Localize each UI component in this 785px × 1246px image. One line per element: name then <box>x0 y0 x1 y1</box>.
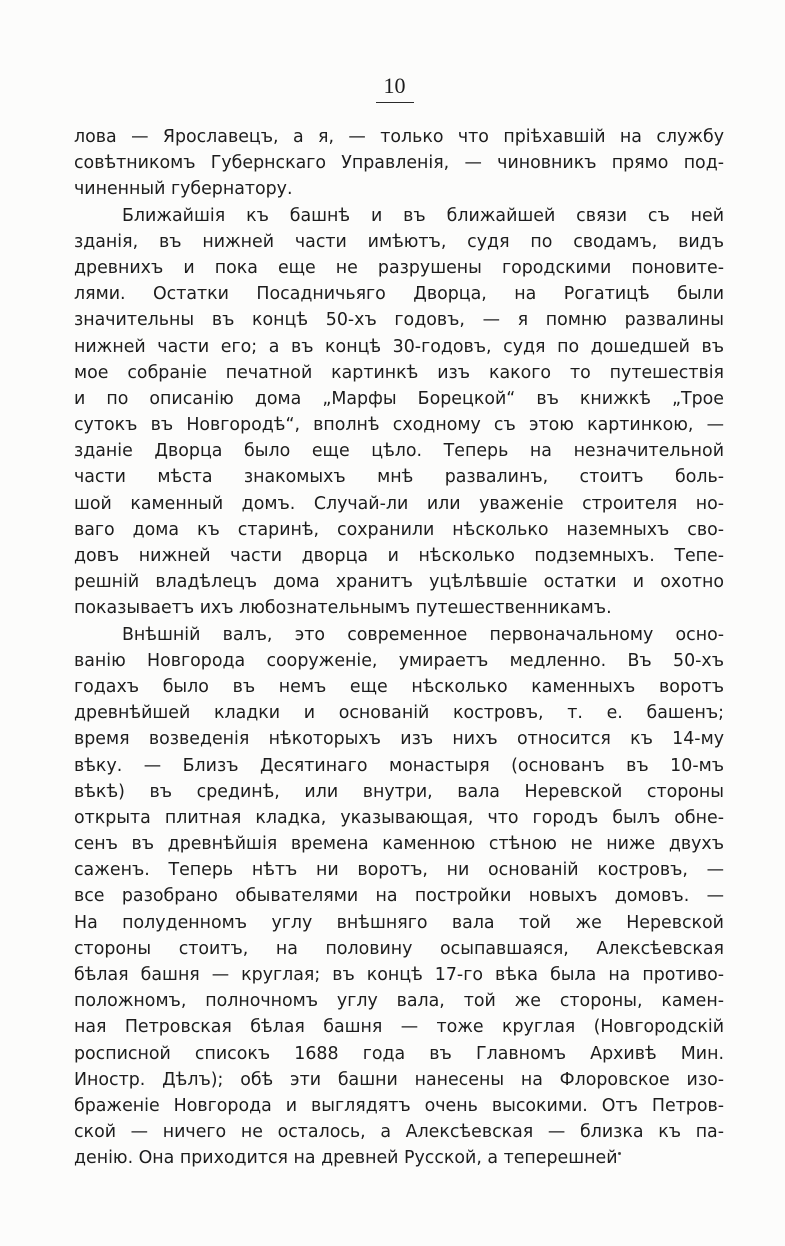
text-line: ванію Новгорода сооруженіе, умираетъ медленно. Въ 50-хъ <box>74 650 724 671</box>
text-line: мое собраніе печатной картинкѣ изъ какого то путешествія <box>74 362 724 383</box>
text-line: Иностр. Дѣлъ); обѣ эти башни нанесены на Флоровское изо- <box>74 1069 724 1090</box>
text-line: ваго дома къ старинѣ, сохранили нѣсколько наземныхъ сво- <box>74 519 724 540</box>
text-line: браженіе Новгорода и выглядятъ очень высокими. Отъ Петров- <box>74 1095 724 1116</box>
text-line: саженъ. Теперь нѣтъ ни воротъ, ни основаній костровъ, — <box>74 860 724 881</box>
text-line: все разобрано обывателями на постройки новыхъ домовъ. — <box>74 886 724 907</box>
text-line: зданія, въ нижней части имѣютъ, судя по сводамъ, видъ <box>74 231 724 252</box>
text-line: шой каменный домъ. Случай-ли или уваженіе строителя но- <box>74 493 724 514</box>
text-line: показываетъ ихъ любознательнымъ путешественникамъ. <box>74 598 612 619</box>
text-line: открыта плитная кладка, указывающая, что городъ былъ обне- <box>74 807 724 828</box>
text-line: Внѣшній валъ, это современное первоначальному осно- <box>122 624 724 645</box>
text-line: совѣтникомъ Губернскаго Управленія, — чиновникъ прямо под- <box>74 153 724 174</box>
text-line: чиненный губернатору. <box>74 179 293 200</box>
text-line: годахъ было въ немъ еще нѣсколько каменныхъ воротъ <box>74 676 724 697</box>
text-line: и по описанію дома „Марфы Борецкой“ въ книжкѣ „Трое <box>74 388 724 409</box>
text-line: вѣку. — Близъ Десятинаго монастыря (основанъ въ 10-мъ <box>74 755 724 776</box>
text-line: время возведенія нѣкоторыхъ изъ нихъ относится къ 14-му <box>74 729 724 750</box>
text-line: значительны въ концѣ 50-хъ годовъ, — я помню развалины <box>74 310 724 331</box>
text-line: денію. Она приходится на древней Русской, а теперешней <box>74 1148 618 1169</box>
text-line: Ближайшія къ башнѣ и въ ближайшей связи съ ней <box>122 205 724 226</box>
text-line: довъ нижней части дворца и нѣсколько подземныхъ. Тепе- <box>74 546 724 566</box>
text-line: зданіе Дворца было еще цѣло. Теперь на незначительной <box>74 441 724 462</box>
text-line: росписной списокъ 1688 года въ Главномъ Архивѣ Мин. <box>74 1043 724 1064</box>
text-line: бѣлая башня — круглая; въ концѣ 17-го вѣка была на противо- <box>74 965 724 985</box>
text-line: ная Петровская бѣлая башня — тоже круглая (Новгородскій <box>74 1017 724 1038</box>
text-line: сенъ въ древнѣйшія времена каменною стѣною не ниже двухъ <box>74 834 724 855</box>
text-line: древнихъ и пока еще не разрушены городскими поновите- <box>74 257 724 278</box>
text-line: ской — ничего не осталось, а Алексѣевская — близка къ па- <box>74 1122 724 1143</box>
text-line: положномъ, полночномъ углу вала, той же стороны, камен- <box>74 991 724 1012</box>
print-speck <box>618 1152 621 1155</box>
text-line: сутокъ въ Новгородѣ“, вполнѣ сходному съ этою картинкою, — <box>74 415 724 436</box>
page-header <box>0 72 785 103</box>
text-line: лями. Остатки Посадничьяго Дворца, на Рогатицѣ были <box>74 284 724 305</box>
page-number: 10 <box>376 72 414 103</box>
text-line: стороны стоитъ, на половину осыпавшаяся, Алексѣевская <box>74 938 724 959</box>
text-line: вѣкѣ) въ срединѣ, или внутри, вала Неревской стороны <box>74 781 724 802</box>
text-line: нижней части его; а въ концѣ 30-годовъ, судя по дошедшей въ <box>74 336 724 357</box>
body-text <box>74 124 724 1172</box>
text-line: На полуденномъ углу внѣшняго вала той же Неревской <box>74 912 724 933</box>
text-line: решній владѣлецъ дома хранитъ уцѣлѣвшіе остатки и охотно <box>74 572 724 593</box>
text-line: лова — Ярославецъ, а я, — только что пріѣхавшій на службу <box>74 127 724 147</box>
text-line: части мѣста знакомыхъ мнѣ развалинъ, стоитъ боль- <box>74 467 724 488</box>
text-line: древнѣйшей кладки и основаній костровъ, т. е. башенъ; <box>74 703 724 724</box>
